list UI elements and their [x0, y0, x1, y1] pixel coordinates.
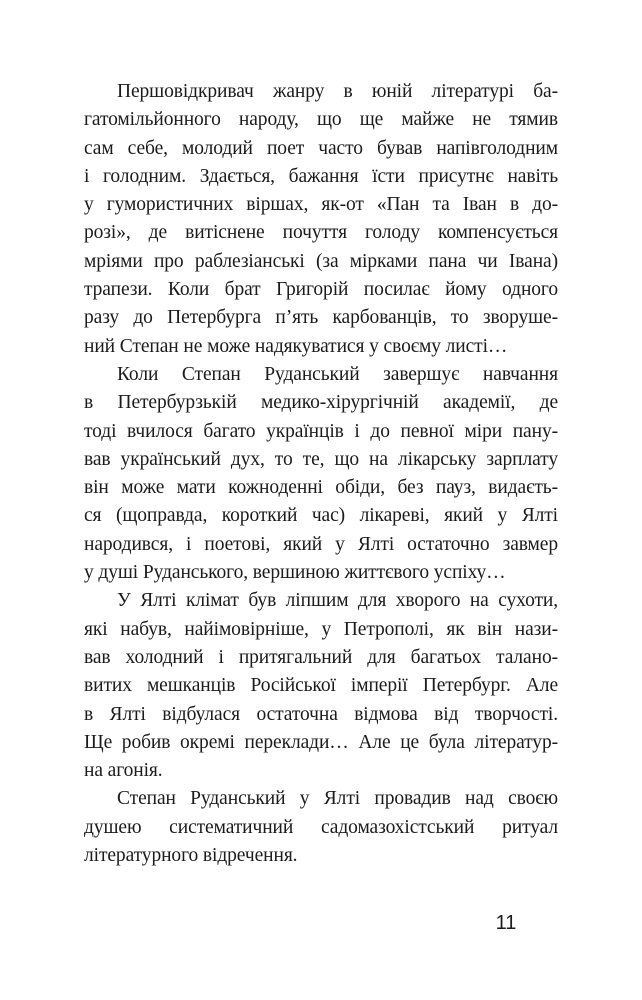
text-line: він може мати кожноденні обіди, без пауз, видаєть- [84, 477, 558, 499]
text-line: розі», де витіснене почуття голоду компенсується [84, 222, 558, 244]
page-number: 11 [495, 912, 517, 934]
text-line: витих мешканців Російської імперії Петербург. Але [84, 675, 558, 697]
text-line: ний Степан не може надякуватися у своєму листі… [84, 335, 508, 357]
text-line: на агонія. [84, 760, 163, 782]
text-line: душею систематичний садомазохістський ритуал [84, 816, 558, 838]
page-text-block [84, 78, 558, 870]
text-line: сам себе, молодий поет часто бував напівголодним [84, 137, 558, 159]
text-line: народився, і поетові, який у Ялті остаточно завмер [84, 533, 558, 555]
text-line: Коли Степан Руданський завершує навчання [117, 363, 558, 385]
text-line: Степан Руданський у Ялті провадив над своєю [117, 788, 558, 810]
paragraph [84, 587, 558, 785]
text-line: трапези. Коли брат Григорій посилає йому одного [84, 279, 558, 301]
text-line: ся (щоправда, короткий час) лікареві, який у Ялті [84, 505, 558, 527]
text-line: вав холодний і притягальний для багатьох талано- [84, 646, 558, 668]
text-line: У Ялті клімат був ліпшим для хворого на сухоти, [117, 590, 558, 612]
text-line: вав український дух, то те, що на лікарську зарплату [84, 448, 558, 470]
paragraphs [84, 78, 558, 870]
text-line: в Петербурзькій медико-хірургічній академії, де [84, 392, 558, 414]
text-line: і голодним. Здається, бажання їсти присутнє навіть [84, 165, 558, 187]
text-line: Першовідкривач жанру в юній літературі ба- [117, 81, 558, 102]
text-line: мріями про раблезіанські (за мірками пана чи Івана) [84, 250, 558, 272]
text-line: тоді вчилося багато українців і до певної міри пану- [84, 420, 558, 442]
text-line: Ще робив окремі переклади… Але це була літератур- [84, 731, 558, 753]
paragraph [84, 361, 558, 587]
text-line: в Ялті відбулася остаточна відмова від творчості. [84, 703, 558, 725]
paragraph [84, 785, 558, 870]
text-line: гатомільйонного народу, що ще майже не тямив [84, 109, 558, 131]
text-line: які набув, найімовірніше, у Петрополі, як він нази- [84, 618, 558, 640]
paragraph [84, 78, 558, 361]
text-line: літературного відречення. [84, 845, 298, 867]
text-line: у душі Руданського, вершиною життєвого успіху… [84, 562, 506, 584]
text-line: разу до Петербурга п’ять карбованців, то зворуше- [84, 307, 558, 329]
text-line: у гумористичних віршах, як-от «Пан та Іван в до- [84, 194, 558, 216]
